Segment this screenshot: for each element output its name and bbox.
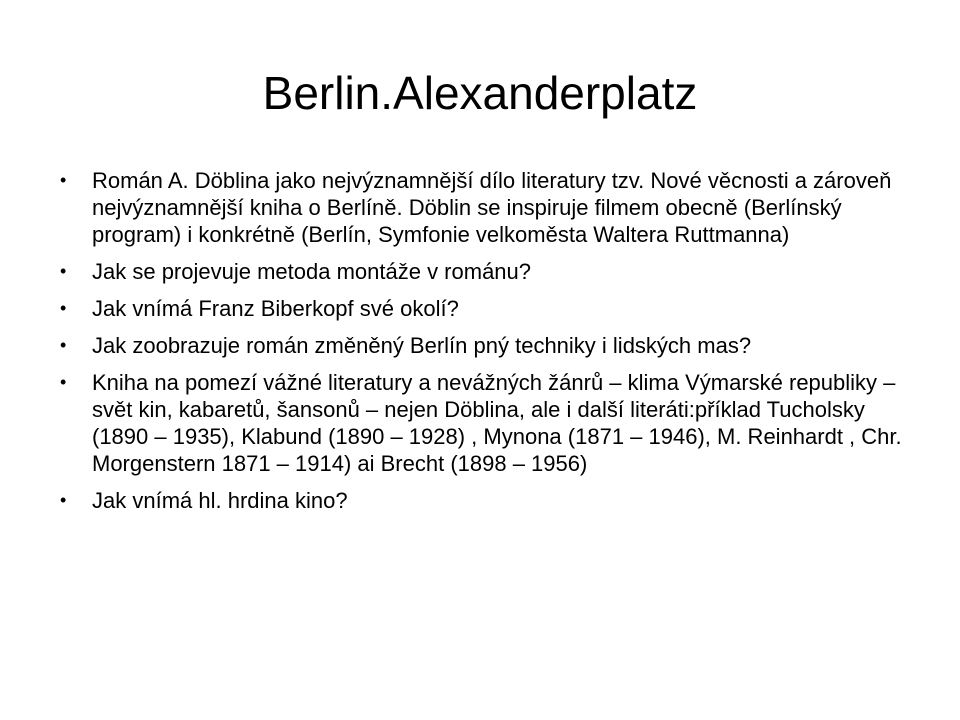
bullet-text: Román A. Döblina jako nejvýznamnější dílo literatury tzv. Nové věcnosti a zároveň nejvýznamnější kniha o Berlíně. Döblin se inspiruje filmem obecně (Berlínský program) i konkrétně (Berlín, Symfonie velkoměsta Waltera Ruttmanna): [92, 168, 892, 247]
bullet-text: Jak zoobrazuje román změněný Berlín pný techniky i lidských mas?: [92, 333, 752, 358]
bullet-icon: •: [60, 490, 67, 510]
bullet-text: Jak se projevuje metoda montáže v románu?: [92, 259, 532, 284]
bullet-icon: •: [60, 261, 67, 281]
bullet-list: [60, 167, 910, 524]
bullet-item: [60, 295, 910, 322]
bullet-text: Jak vnímá Franz Biberkopf své okolí?: [92, 296, 459, 321]
bullet-icon: •: [60, 372, 67, 392]
bullet-icon: •: [60, 170, 67, 190]
bullet-item: [60, 167, 910, 248]
bullet-text: Jak vnímá hl. hrdina kino?: [92, 488, 348, 513]
bullet-icon: •: [60, 335, 67, 355]
slide-title: Berlin.Alexanderplatz: [262, 67, 698, 119]
bullet-icon: •: [60, 298, 67, 318]
bullet-item: [60, 332, 910, 359]
bullet-item: [60, 258, 910, 285]
bullet-item: [60, 369, 910, 477]
bullet-text: Kniha na pomezí vážné literatury a nevážných žánrů – klima Výmarské republiky – svět kin, kabaretů, šansonů – nejen Döblina, ale i další literáti:příklad Tucholsky (1890 – 1935), Klabund (1890 – 1928) , Mynona (1871 – 1946), M. Reinhardt , Chr. Morgenstern 1871 – 1914) ai Brecht (1898 – 1956): [92, 370, 902, 476]
bullet-item: [60, 487, 910, 514]
